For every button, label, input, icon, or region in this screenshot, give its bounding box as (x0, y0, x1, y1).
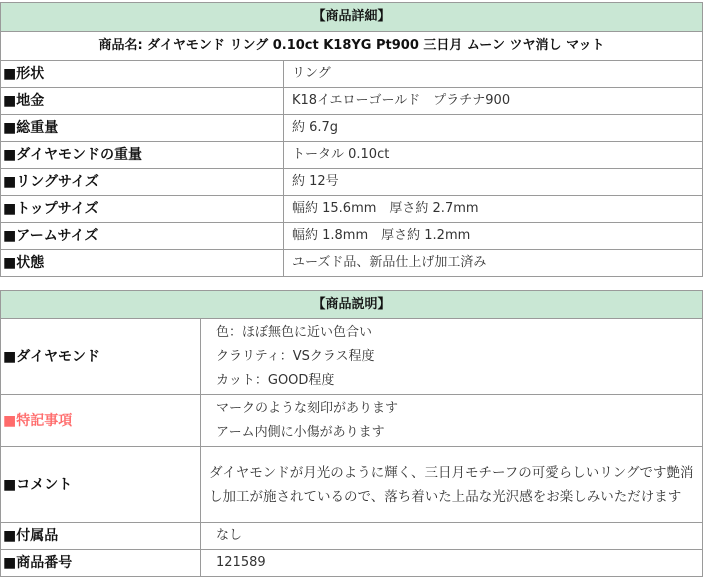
row-label: ■トップサイズ (1, 196, 284, 223)
table-row (1, 523, 703, 550)
row-label: ■アームサイズ (1, 223, 284, 250)
row-label: ■ダイヤモンドの重量 (1, 142, 284, 169)
accessories-label: ■付属品 (1, 523, 201, 550)
description-table (0, 290, 703, 577)
accessories-value: なし (201, 523, 703, 550)
note-line: アーム内側に小傷があります (216, 424, 385, 440)
table-row (1, 395, 703, 447)
row-label: ■状態 (1, 250, 284, 277)
comment-text: ダイヤモンドが月光のように輝く、三日月モチーフの可愛らしいリングです艶消し加工が施されているので、落ち着いた上品な光沢感をお楽しみいただけます (201, 447, 703, 523)
table-row (1, 550, 703, 577)
table-row (1, 250, 703, 277)
diamond-clarity: クラリティ：VSクラス程度 (216, 348, 375, 364)
table-row (1, 169, 703, 196)
table-row (1, 142, 703, 169)
notes-label: ■特記事項 (1, 395, 201, 447)
row-label: ■リングサイズ (1, 169, 284, 196)
diamond-label: ■ダイヤモンド (1, 319, 201, 395)
detail-header: 【商品詳細】 (1, 3, 703, 32)
table-row (1, 447, 703, 523)
detail-table (0, 2, 703, 277)
row-label: ■形状 (1, 61, 284, 88)
table-row (1, 223, 703, 250)
table-row (1, 115, 703, 142)
row-label: ■総重量 (1, 115, 284, 142)
diamond-color: 色：ほぼ無色に近い色合い (216, 324, 373, 340)
notes-details (201, 395, 703, 447)
table-row (1, 319, 703, 395)
row-value: 約 6.7g (284, 115, 703, 142)
diamond-cut: カット：GOOD程度 (216, 372, 335, 388)
row-value: リング (284, 61, 703, 88)
table-row (1, 196, 703, 223)
item-number-label: ■商品番号 (1, 550, 201, 577)
note-line: マークのような刻印があります (216, 400, 399, 416)
row-value: 幅約 15.6mm 厚さ約 2.7mm (284, 196, 703, 223)
table-row (1, 88, 703, 115)
comment-label: ■コメント (1, 447, 201, 523)
row-value: 幅約 1.8mm 厚さ約 1.2mm (284, 223, 703, 250)
table-row (1, 61, 703, 88)
description-header: 【商品説明】 (1, 291, 703, 319)
row-value: ユーズド品、新品仕上げ加工済み (284, 250, 703, 277)
diamond-details (201, 319, 703, 395)
row-value: K18イエローゴールド プラチナ900 (284, 88, 703, 115)
row-value: 約 12号 (284, 169, 703, 196)
product-title: 商品名: ダイヤモンド リング 0.10ct K18YG Pt900 三日月 ムーン ツヤ消し マット (1, 32, 703, 61)
item-number-value: 121589 (201, 550, 703, 577)
row-label: ■地金 (1, 88, 284, 115)
row-value: トータル 0.10ct (284, 142, 703, 169)
